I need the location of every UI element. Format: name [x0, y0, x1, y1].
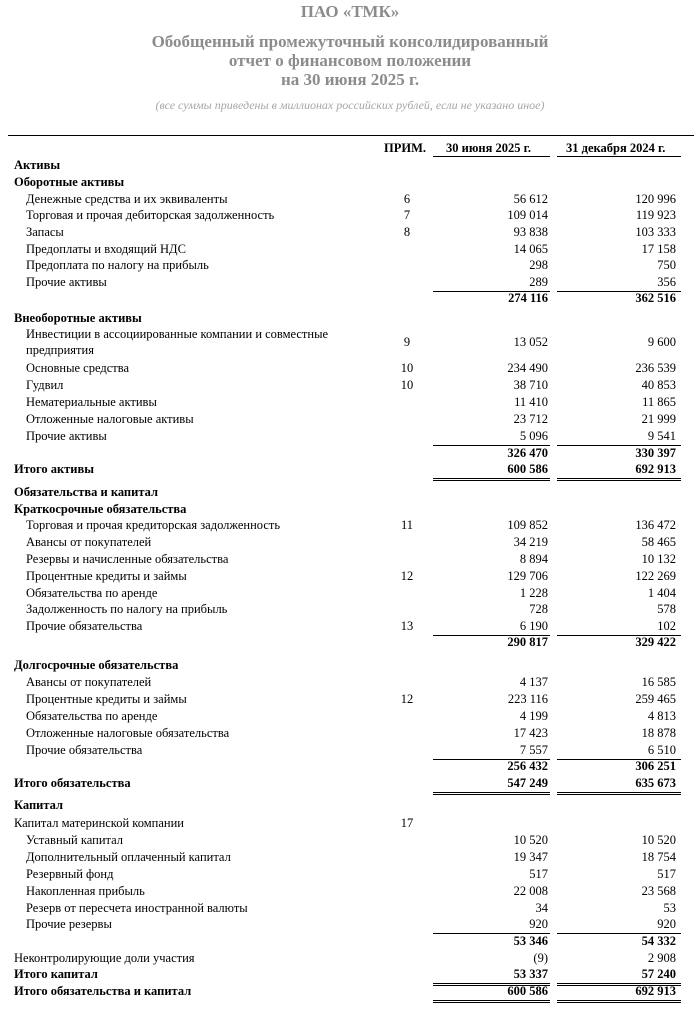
value-2025: 1 228	[519, 586, 548, 600]
value-2024: 692 913	[635, 984, 676, 998]
value-2024: 9 541	[647, 429, 676, 443]
row-label: Итого обязательства и капитал	[14, 984, 192, 998]
note-ref: 7	[403, 208, 411, 222]
value-2024: 136 472	[635, 518, 676, 532]
total-underline	[557, 794, 681, 795]
value-2024: 21 999	[641, 412, 676, 426]
row-label: Долгосрочные обязательства	[14, 658, 179, 672]
report-title-line: на 30 июня 2025 г.	[280, 70, 420, 89]
value-2024: 10 520	[641, 833, 676, 847]
value-2025: 109 014	[507, 208, 548, 222]
col-2024-header-underline	[557, 156, 681, 157]
value-2025: 298	[529, 258, 548, 272]
row-label: Прочие обязательства	[26, 743, 143, 757]
value-2024: 362 516	[635, 291, 676, 305]
total-underline	[433, 478, 550, 479]
value-2025: 547 249	[507, 776, 548, 790]
report-title-line: отчет о финансовом положении	[228, 51, 472, 70]
value-2025: 7 557	[519, 743, 548, 757]
value-2025: 223 116	[507, 692, 548, 706]
row-label: Итого обязательства	[14, 776, 131, 790]
value-2024: 18 878	[641, 726, 676, 740]
col-note-header: ПРИМ.	[384, 141, 427, 155]
row-label: Резервный фонд	[26, 867, 114, 881]
value-2025: 11 410	[514, 395, 548, 409]
row-label: Краткосрочные обязательства	[14, 502, 187, 516]
total-underline	[433, 794, 550, 795]
value-2025: 728	[529, 602, 548, 616]
value-2025: 10 520	[513, 833, 548, 847]
row-label: Капитал	[14, 798, 64, 812]
value-2025: 13 052	[513, 335, 548, 349]
col-2025-header-underline	[433, 156, 550, 157]
value-2025: (9)	[533, 951, 548, 965]
row-label: Инвестиции в ассоциированные компании и совместные	[26, 327, 329, 341]
value-2025: 34	[535, 901, 548, 915]
value-2025: 8 894	[519, 552, 548, 566]
value-2024: 122 269	[635, 569, 676, 583]
value-2024: 329 422	[635, 635, 676, 649]
value-2025: 600 586	[507, 984, 548, 998]
row-label: Резерв от пересчета иностранной валюты	[26, 901, 248, 915]
value-2024: 750	[657, 258, 676, 272]
value-2025: 93 838	[513, 225, 548, 239]
note-ref: 10	[400, 378, 414, 392]
row-label: Уставный капитал	[26, 833, 124, 847]
row-label: Основные средства	[26, 361, 130, 375]
report-title-line: Обобщенный промежуточный консолидированный	[151, 32, 549, 51]
value-2025: 326 470	[507, 446, 548, 460]
value-2024: 58 465	[641, 535, 676, 549]
row-label: Прочие обязательства	[26, 619, 143, 633]
value-2025: 129 706	[507, 569, 548, 583]
total-underline	[557, 1002, 681, 1003]
value-2025: 517	[529, 867, 548, 881]
value-2025: 109 852	[507, 518, 548, 532]
row-label: Предоплата по налогу на прибыль	[26, 258, 209, 272]
total-underline	[433, 1000, 550, 1001]
value-2025: 234 490	[507, 361, 548, 375]
row-label: Оборотные активы	[14, 175, 125, 189]
value-2025: 53 346	[513, 934, 548, 948]
row-label: Обязательства и капитал	[14, 485, 158, 499]
row-label: Итого активы	[14, 462, 94, 476]
report-title	[0, 32, 700, 89]
note-ref: 12	[400, 692, 414, 706]
value-2024: 40 853	[641, 378, 676, 392]
value-2024: 635 673	[635, 776, 676, 790]
value-2025: 6 190	[519, 619, 548, 633]
row-label: Торговая и прочая дебиторская задолженность	[26, 208, 275, 222]
row-label-continuation: предприятия	[26, 343, 94, 357]
row-label: Отложенные налоговые обязательства	[26, 726, 230, 740]
row-label: Нематериальные активы	[26, 395, 157, 409]
company-name: ПАО «ТМК»	[300, 2, 400, 21]
currency-note: (все суммы приведены в миллионах российских рублей, если не указано иное)	[155, 98, 545, 112]
note-ref: 10	[400, 361, 414, 375]
total-underline	[433, 480, 550, 481]
value-2024: 306 251	[635, 759, 676, 773]
row-label: Активы	[14, 158, 61, 172]
row-label: Накопленная прибыль	[26, 884, 145, 898]
total-underline	[557, 1000, 681, 1001]
row-label: Обязательства по аренде	[26, 709, 158, 723]
row-label: Дополнительный оплаченный капитал	[26, 850, 231, 864]
row-label: Авансы от покупателей	[26, 675, 152, 689]
row-label: Прочие активы	[26, 429, 107, 443]
row-label: Итого капитал	[14, 967, 98, 981]
value-2024: 11 865	[642, 395, 676, 409]
note-ref: 11	[400, 518, 414, 532]
value-2025: 19 347	[513, 850, 548, 864]
row-label: Неконтролирующие доли участия	[14, 951, 195, 965]
row-label: Обязательства по аренде	[26, 586, 158, 600]
row-label: Торговая и прочая кредиторская задолженность	[26, 518, 281, 532]
value-2025: 23 712	[513, 412, 548, 426]
row-label: Гудвил	[26, 378, 64, 392]
value-2024: 10 132	[641, 552, 676, 566]
value-2025: 34 219	[513, 535, 548, 549]
value-2025: 22 008	[513, 884, 548, 898]
note-ref: 12	[400, 569, 414, 583]
value-2024: 692 913	[635, 462, 676, 476]
value-2024: 53	[663, 901, 676, 915]
value-2024: 17 158	[641, 242, 676, 256]
total-underline	[557, 478, 681, 479]
value-2024: 9 600	[647, 335, 676, 349]
row-label: Задолженность по налогу на прибыль	[26, 602, 228, 616]
value-2025: 600 586	[507, 462, 548, 476]
note-ref: 8	[403, 225, 411, 239]
col-2025-header: 30 июня 2025 г.	[446, 141, 531, 155]
value-2025: 256 432	[507, 759, 548, 773]
value-2024: 54 332	[641, 934, 676, 948]
value-2025: 53 337	[513, 967, 548, 981]
row-label: Запасы	[26, 225, 64, 239]
value-2024: 578	[657, 602, 676, 616]
row-label: Капитал материнской компании	[14, 816, 184, 830]
note-ref: 9	[403, 335, 411, 349]
value-2024: 236 539	[635, 361, 676, 375]
value-2025: 290 817	[507, 635, 548, 649]
col-2024-header: 31 декабря 2024 г.	[566, 141, 666, 155]
value-2025: 274 116	[508, 291, 548, 305]
value-2025: 5 096	[519, 429, 548, 443]
row-label: Процентные кредиты и займы	[26, 692, 187, 706]
value-2024: 330 397	[635, 446, 676, 460]
note-ref: 17	[400, 816, 414, 830]
row-label: Авансы от покупателей	[26, 535, 152, 549]
value-2025: 4 137	[519, 675, 548, 689]
value-2024: 119 923	[635, 208, 676, 222]
row-label: Денежные средства и их эквиваленты	[26, 192, 228, 206]
value-2025: 14 065	[513, 242, 548, 256]
value-2024: 18 754	[641, 850, 676, 864]
row-label: Отложенные налоговые активы	[26, 412, 194, 426]
value-2024: 23 568	[641, 884, 676, 898]
total-underline	[557, 480, 681, 481]
note-ref: 6	[403, 192, 411, 206]
value-2024: 16 585	[641, 675, 676, 689]
value-2024: 259 465	[635, 692, 676, 706]
total-underline	[557, 792, 681, 793]
value-2024: 920	[657, 917, 676, 931]
value-2024: 1 404	[647, 586, 676, 600]
value-2025: 4 199	[519, 709, 548, 723]
total-underline	[433, 1002, 550, 1003]
value-2024: 103 333	[635, 225, 676, 239]
value-2024: 517	[657, 867, 676, 881]
row-label: Процентные кредиты и займы	[26, 569, 187, 583]
value-2025: 289	[529, 275, 548, 289]
value-2024: 102	[657, 619, 676, 633]
value-2025: 38 710	[513, 378, 548, 392]
value-2025: 17 423	[513, 726, 548, 740]
note-ref: 13	[400, 619, 414, 633]
row-label: Прочие резервы	[26, 917, 112, 931]
row-label: Прочие активы	[26, 275, 107, 289]
value-2024: 356	[657, 275, 676, 289]
value-2025: 920	[529, 917, 548, 931]
value-2024: 120 996	[635, 192, 676, 206]
row-label: Предоплаты и входящий НДС	[26, 242, 186, 256]
value-2025: 56 612	[513, 192, 548, 206]
row-label: Внеоборотные активы	[14, 311, 142, 325]
value-2024: 57 240	[641, 967, 676, 981]
value-2024: 4 813	[647, 709, 676, 723]
header-divider	[8, 135, 694, 136]
row-label: Резервы и начисленные обязательства	[26, 552, 229, 566]
value-2024: 2 908	[647, 951, 676, 965]
value-2024: 6 510	[647, 743, 676, 757]
total-underline	[433, 792, 550, 793]
